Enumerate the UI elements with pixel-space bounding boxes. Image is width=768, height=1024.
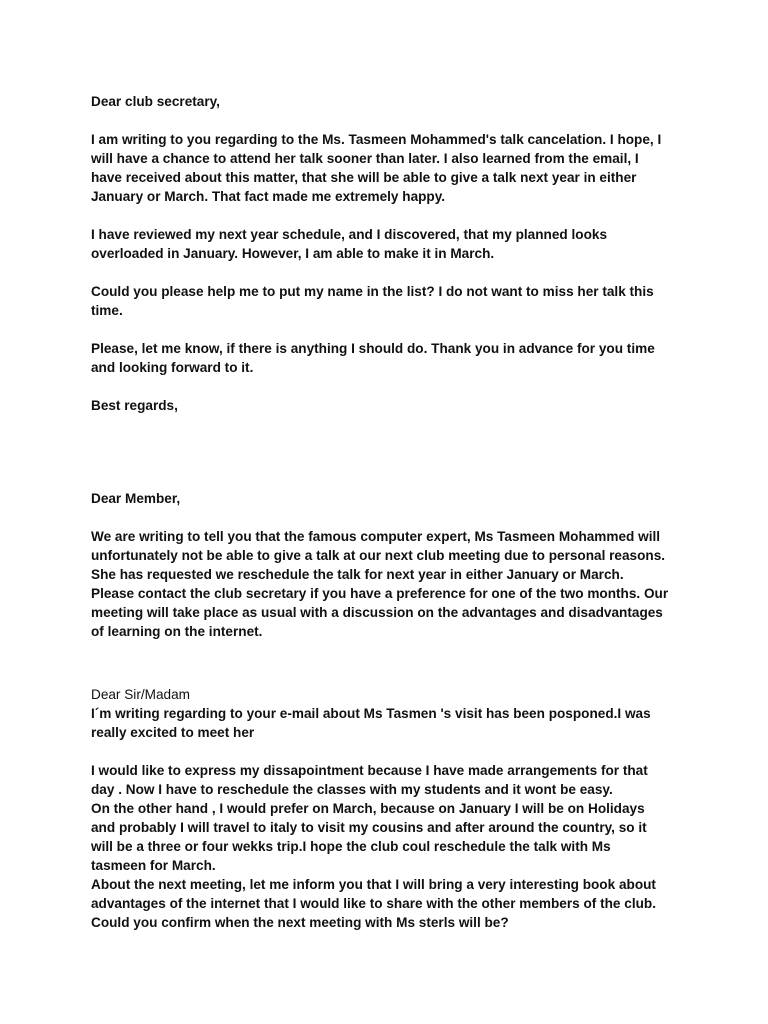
letter-2-p1-line-4: Please contact the club secretary if you have a preference for one of the two months. Our: [91, 586, 669, 601]
letter-1-p1-line-3: have received about this matter, that she will be able to give a talk next year in either: [91, 170, 637, 185]
letter-3-salutation: Dear Sir/Madam: [91, 687, 190, 702]
letter-3-p2-line-8: advantages of the internet that I would like to share with the other members of the club.: [91, 896, 656, 911]
letter-1-p4-line-1: Please, let me know, if there is anything I should do. Thank you in advance for you time: [91, 341, 655, 356]
letter-2-p1-line-2: unfortunately not be able to give a talk at our next club meeting due to personal reasons.: [91, 548, 666, 563]
letter-3-p1-line-1: I´m writing regarding to your e-mail about Ms Tasmen 's visit has been posponed.I was: [91, 706, 651, 721]
letter-1-p3-line-1: Could you please help me to put my name in the list? I do not want to miss her talk this: [91, 284, 654, 299]
letter-1-p4-line-2: and looking forward to it.: [91, 360, 254, 375]
letter-1-p2-line-2: overloaded in January. However, I am able to make it in March.: [91, 246, 495, 261]
letter-3-p2-line-1: I would like to express my dissapointment because I have made arrangements for that: [91, 763, 648, 778]
letter-3-p2-line-7: About the next meeting, let me inform you that I will bring a very interesting book about: [91, 877, 656, 892]
letter-2-p1-line-5: meeting will take place as usual with a discussion on the advantages and disadvantages: [91, 605, 663, 620]
letter-2-p1-line-3: She has requested we reschedule the talk for next year in either January or March.: [91, 567, 624, 582]
letter-3-p1-line-2: really excited to meet her: [91, 725, 255, 740]
letter-3-p2-line-2: day . Now I have to reschedule the classes with my students and it wont be easy.: [91, 782, 613, 797]
letter-2-p1-line-1: We are writing to tell you that the famous computer expert, Ms Tasmeen Mohammed will: [91, 529, 661, 544]
letter-1-closing: Best regards,: [91, 398, 178, 413]
letter-1-salutation: Dear club secretary,: [91, 94, 220, 109]
letter-2-p1-line-6: of learning on the internet.: [91, 624, 263, 639]
letter-3-p2-line-4: and probably I will travel to italy to visit my cousins and after around the country, so it: [91, 820, 647, 835]
letter-1-p3-line-2: time.: [91, 303, 123, 318]
letter-3-p2-line-5: will be a three or four wekks trip.I hope the club coul reschedule the talk with Ms: [91, 839, 611, 854]
letter-3-p2-line-3: On the other hand , I would prefer on March, because on January I will be on Holidays: [91, 801, 645, 816]
letter-3-p2-line-9: Could you confirm when the next meeting with Ms sterls will be?: [91, 915, 509, 930]
letter-1-p1-line-2: will have a chance to attend her talk sooner than later. I also learned from the email, I: [91, 151, 639, 166]
letter-2-salutation: Dear Member,: [91, 491, 181, 506]
letter-1-p2-line-1: I have reviewed my next year schedule, and I discovered, that my planned looks: [91, 227, 607, 242]
letter-1-p1-line-1: I am writing to you regarding to the Ms. Tasmeen Mohammed's talk cancelation. I hope, I: [91, 132, 662, 147]
letter-1-p1-line-4: January or March. That fact made me extremely happy.: [91, 189, 446, 204]
letter-3-p2-line-6: tasmeen for March.: [91, 858, 216, 873]
